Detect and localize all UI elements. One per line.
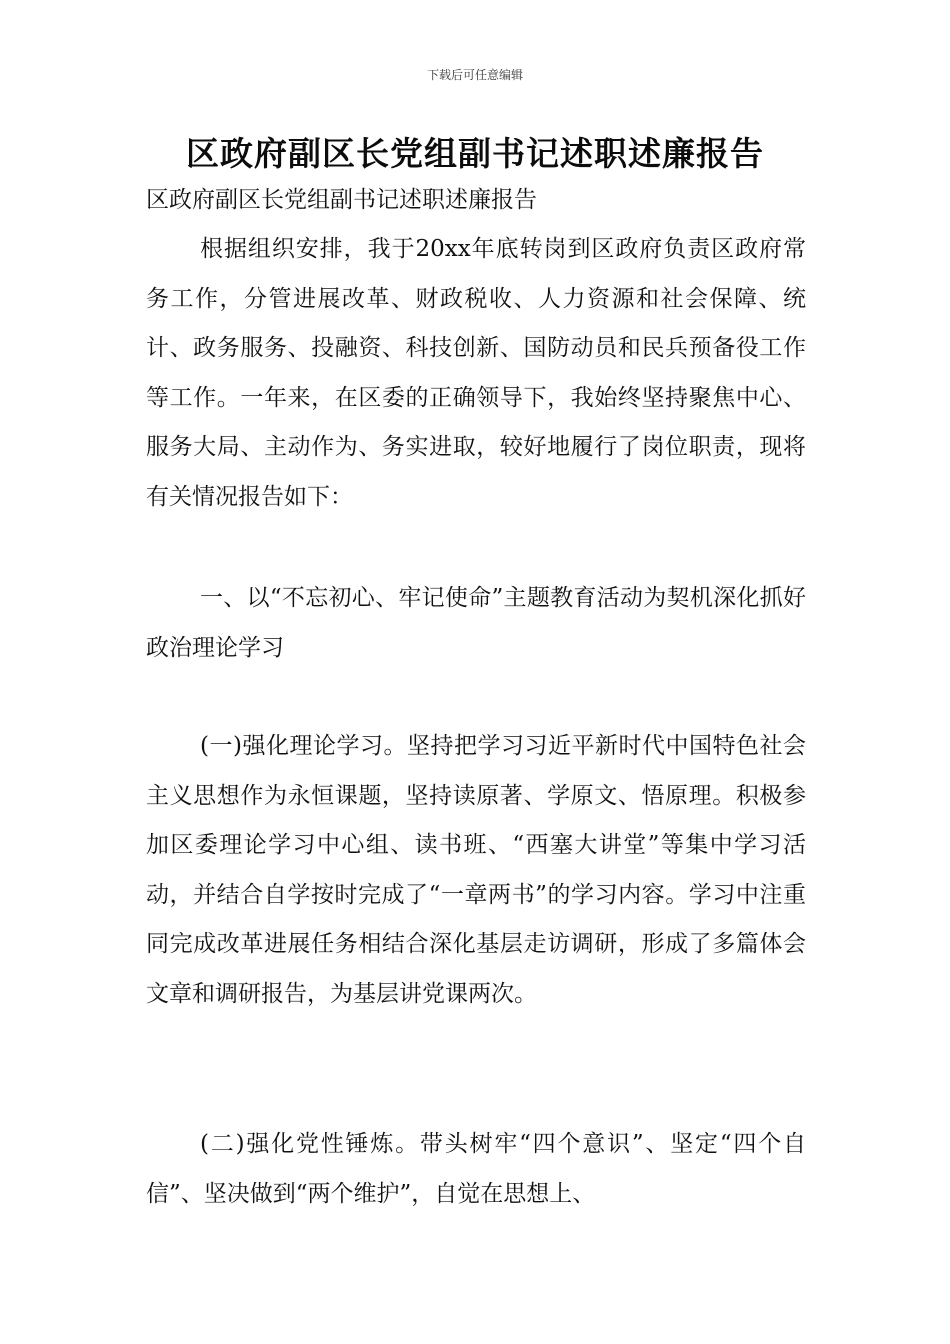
header-note: 下载后可任意编辑	[426, 68, 523, 82]
section-heading-1: 一、以“不忘初心、牢记使命”主题教育活动为契机深化抓好政治理论学习	[146, 585, 806, 661]
paragraph-intro: 根据组织安排，我于20xx年底转岗到区政府负责区政府常务工作，分管进展改革、财政税收、人力资源和社会保障、统计、政务服务、投融资、科技创新、国防动员和民兵预备役工作等工作。一年来，在区委的正确领导下，我始终坚持聚焦中心、服务大局、主动作为、务实进取，较好地履行了岗位职责，现将有关情况报告如下：	[146, 236, 806, 510]
document-subtitle: 区政府副区长党组副书记述职述廉报告	[146, 187, 537, 213]
document-title: 区政府副区长党组副书记述职述廉报告	[186, 134, 764, 173]
paragraph-party-spirit: (二)强化党性锤炼。带头树牢“四个意识”、坚定“四个自信”、坚决做到“两个维护”，自觉在思想上、	[146, 1131, 806, 1207]
paragraph-theory-study: (一)强化理论学习。坚持把学习习近平新时代中国特色社会主义思想作为永恒课题，坚持读原著、学原文、悟原理。积极参加区委理论学习中心组、读书班、“西塞大讲堂”等集中学习活动，并结合自学按时完成了“一章两书”的学习内容。学习中注重同完成改革进展任务相结合深化基层走访调研，形成了多篇体会文章和调研报告，为基层讲党课两次。	[146, 733, 806, 1007]
